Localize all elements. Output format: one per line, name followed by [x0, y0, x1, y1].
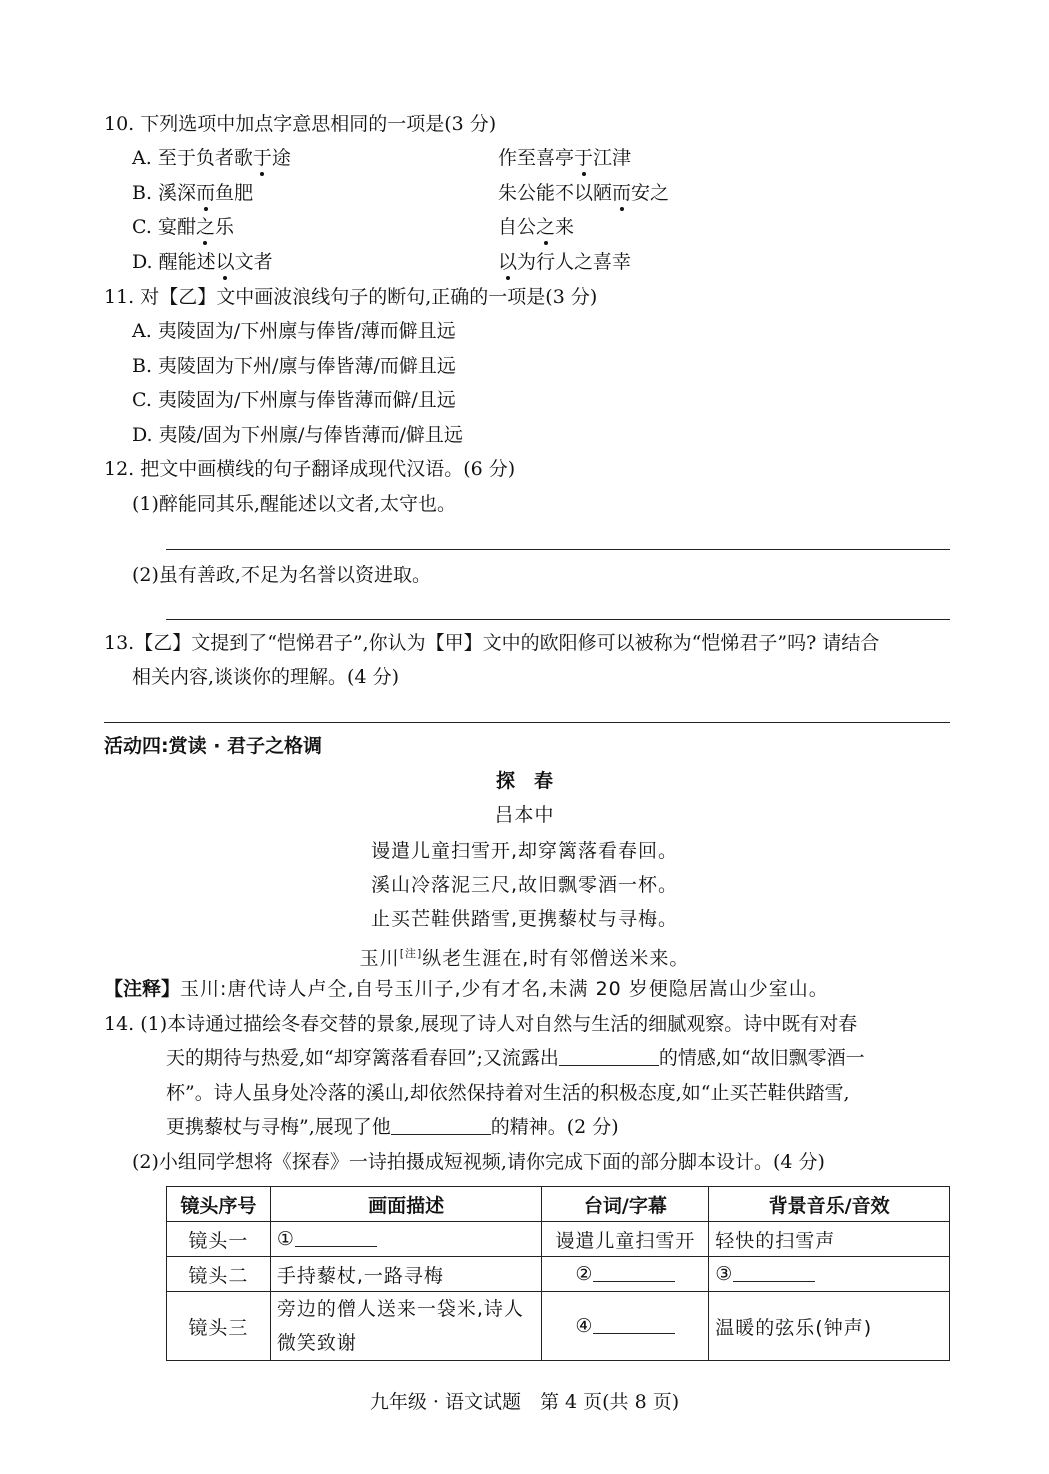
answer-blank-1[interactable] — [295, 1228, 377, 1247]
answer-blank-3[interactable] — [733, 1263, 815, 1282]
q14-p1-line-2: 天的期待与热爱,如“却穿篱落看春回”;又流露出 的情感,如“故旧飘零酒一 — [166, 1047, 865, 1069]
q14-p1-line-3: 杯”。诗人虽身处冷落的溪山,却依然保持着对生活的积极态度,如“止买芒鞋供踏雪, — [166, 1082, 850, 1104]
line-cell[interactable]: ④ — [542, 1292, 709, 1361]
line-cell[interactable]: ② — [542, 1257, 709, 1292]
q14-p1-line-4: 更携藜杖与寻梅”,展现了他 的精神。(2 分) — [166, 1116, 619, 1138]
q13-answer-line[interactable] — [104, 722, 950, 723]
table-row — [167, 1292, 950, 1361]
q12-sentence-2: (2)虽有善政,不足为名誉以资进取。 — [132, 564, 431, 586]
scene-cell: 手持藜杖,一路寻梅 — [270, 1257, 542, 1292]
q13-line-2: 相关内容,谈谈你的理解。(4 分) — [132, 666, 399, 688]
q10-option-b-left: B. 溪深而鱼肥 — [132, 182, 254, 204]
table-header-row — [167, 1187, 950, 1222]
q12-stem: 12. 把文中画横线的句子翻译成现代汉语。(6 分) — [104, 458, 516, 480]
q14-blank-2[interactable] — [391, 1116, 491, 1135]
table-row — [167, 1257, 950, 1292]
poem-author: 吕本中 — [494, 804, 555, 826]
q10-stem: 10. 下列选项中加点字意思相同的一项是(3 分) — [104, 113, 497, 135]
answer-blank-2[interactable] — [593, 1263, 675, 1282]
table-header: 台词/字幕 — [542, 1187, 709, 1222]
table-header: 背景音乐/音效 — [709, 1187, 950, 1222]
sound-cell[interactable]: ③ — [709, 1257, 950, 1292]
table-header: 画面描述 — [270, 1187, 542, 1222]
q14-blank-1[interactable] — [559, 1047, 659, 1066]
table-header: 镜头序号 — [167, 1187, 271, 1222]
q11-option-d: D. 夷陵/固为下州廪/与俸皆薄而/僻且远 — [132, 424, 463, 446]
q10-option-a-left: A. 至于负者歌于途 — [132, 147, 291, 169]
page-footer: 九年级 · 语文试题 第 4 页(共 8 页) — [369, 1391, 680, 1413]
line-cell: 谩遣儿童扫雪开 — [542, 1222, 709, 1257]
q12-answer-line-2[interactable] — [166, 619, 950, 620]
table-row — [167, 1222, 950, 1257]
shot-number: 镜头三 — [167, 1292, 271, 1361]
shot-number: 镜头一 — [167, 1222, 271, 1257]
scene-cell: 旁边的僧人送来一袋米,诗人微笑致谢 — [270, 1292, 542, 1361]
q10-option-d-right: 以为行人之喜幸 — [498, 251, 632, 273]
q10-option-d-left: D. 醒能述以文者 — [132, 251, 273, 273]
q11-stem: 11. 对【乙】文中画波浪线句子的断句,正确的一项是(3 分) — [104, 286, 598, 308]
q10-option-c-right: 自公之来 — [498, 216, 575, 238]
q12-answer-line-1[interactable] — [166, 549, 950, 550]
poem-note: 【注释】玉川:唐代诗人卢仝,自号玉川子,少有才名,未满 20 岁便隐居嵩山少室山。 — [104, 978, 829, 1000]
q11-option-a: A. 夷陵固为/下州廪与俸皆/薄而僻且远 — [132, 320, 456, 342]
poem-line-2: 溪山冷落泥三尺,故旧飘零酒一杯。 — [370, 874, 679, 896]
answer-blank-4[interactable] — [593, 1315, 675, 1334]
q11-option-c: C. 夷陵固为/下州廪与俸皆薄而僻/且远 — [132, 389, 456, 411]
q12-sentence-1: (1)醉能同其乐,醒能述以文者,太守也。 — [132, 493, 456, 515]
q14-p1-line-1: 14. (1)本诗通过描绘冬春交替的景象,展现了诗人对自然与生活的细腻观察。诗中既有对春 — [104, 1013, 858, 1035]
q10-option-a-right: 作至喜亭于江津 — [498, 147, 632, 169]
q10-option-c-left: C. 宴酣之乐 — [132, 216, 234, 238]
q14-p2: (2)小组同学想将《探春》一诗拍摄成短视频,请你完成下面的部分脚本设计。(4 分) — [132, 1151, 825, 1173]
scene-cell[interactable]: ① — [270, 1222, 542, 1257]
poem-line-1: 谩遣儿童扫雪开,却穿篱落看春回。 — [370, 840, 679, 862]
sound-cell: 温暖的弦乐(钟声) — [709, 1292, 950, 1361]
q10-option-b-right: 朱公能不以陋而安之 — [498, 182, 670, 204]
note-marker: [注] — [399, 947, 423, 960]
q13-line-1: 13.【乙】文提到了“恺悌君子”,你认为【甲】文中的欧阳修可以被称为“恺悌君子”吗? 请结合 — [104, 632, 880, 654]
q11-option-b: B. 夷陵固为下州/廪与俸皆薄/而僻且远 — [132, 355, 456, 377]
shot-number: 镜头二 — [167, 1257, 271, 1292]
sound-cell: 轻快的扫雪声 — [709, 1222, 950, 1257]
poem-line-3: 止买芒鞋供踏雪,更携藜杖与寻梅。 — [370, 908, 679, 930]
poem-title: 探 春 — [495, 770, 553, 792]
script-table — [166, 1186, 950, 1361]
poem-line-4: 玉川[注]纵老生涯在,时有邻僧送米来。 — [359, 947, 690, 970]
activity-heading: 活动四:赏读 · 君子之格调 — [104, 735, 323, 757]
